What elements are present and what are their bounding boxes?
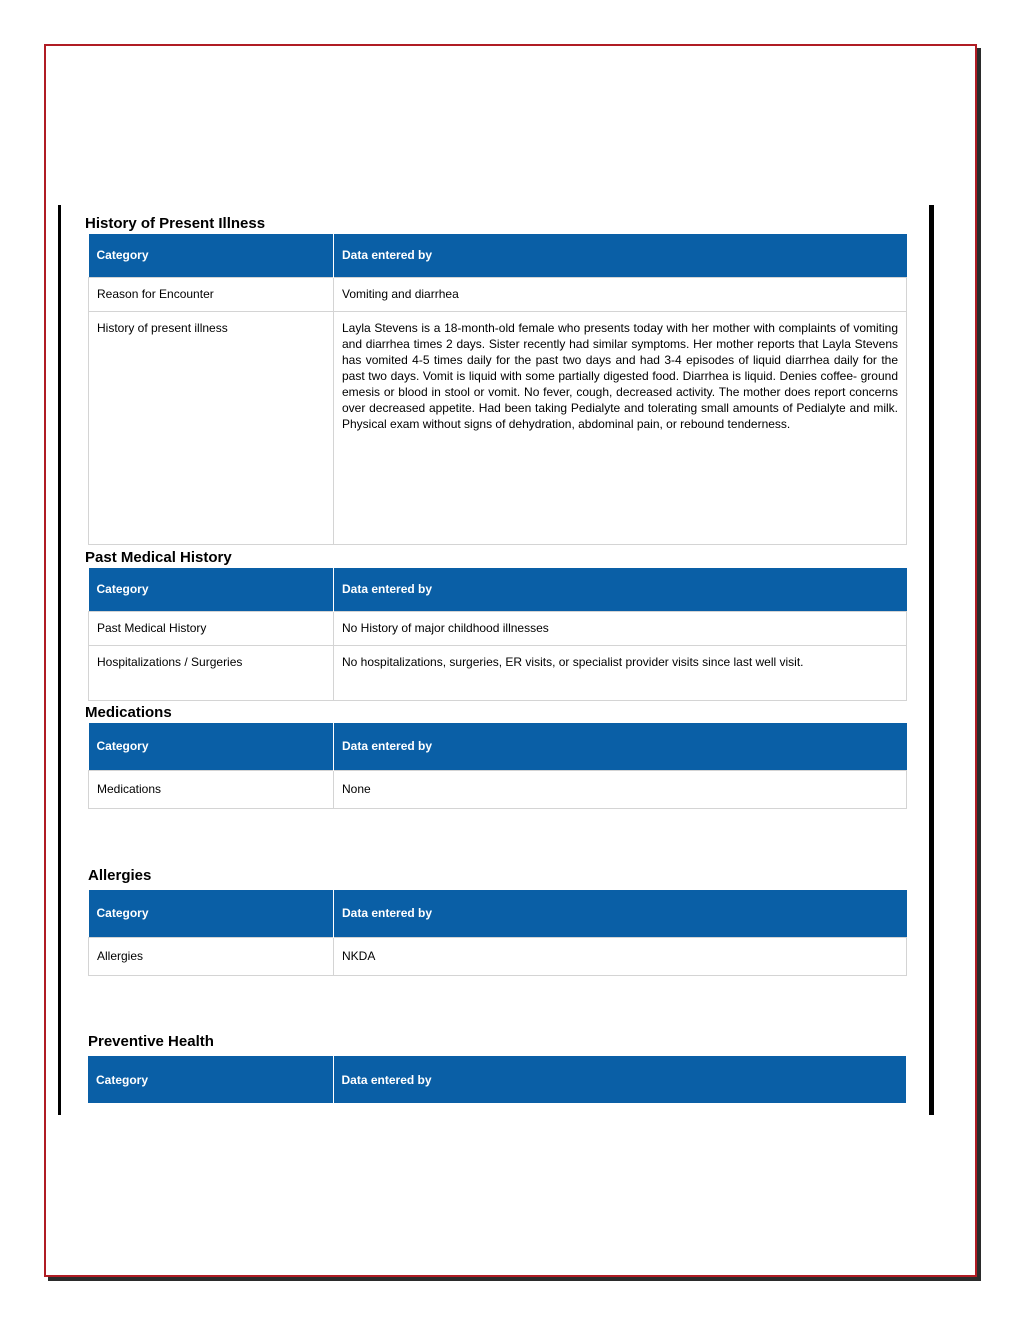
medications-table [88, 723, 907, 809]
table-row [89, 645, 907, 700]
column-header-data: Data entered by [333, 1056, 906, 1103]
row-value: No hospitalizations, surgeries, ER visits, or specialist provider visits since last well visit. [334, 645, 907, 700]
column-header-category: Category [89, 234, 334, 277]
table-row [89, 770, 907, 808]
table-header-row [89, 723, 907, 770]
row-category: Reason for Encounter [89, 277, 334, 311]
section-medications [85, 703, 906, 809]
column-header-data: Data entered by [334, 568, 907, 611]
row-value: NKDA [334, 937, 907, 975]
row-category: History of present illness [89, 311, 334, 544]
section-title: Preventive Health [88, 1033, 214, 1050]
row-category: Hospitalizations / Surgeries [89, 645, 334, 700]
column-header-category: Category [89, 568, 334, 611]
row-category: Past Medical History [89, 611, 334, 645]
preventive-health-table [88, 1056, 906, 1103]
section-preventive-health [85, 1032, 906, 1103]
table-header-row [89, 890, 907, 937]
section-title: Past Medical History [85, 549, 232, 566]
table-header-row [89, 234, 907, 277]
table-row [89, 937, 907, 975]
column-header-data: Data entered by [334, 234, 907, 277]
table-header-row [88, 1056, 906, 1103]
section-title: Allergies [88, 867, 152, 884]
table-row [89, 311, 907, 544]
right-margin-rule [929, 205, 934, 1115]
allergies-table [88, 890, 907, 976]
row-value-narrative: Layla Stevens is a 18-month-old female who presents today with her mother with complaints of vomiting and diarrhea times 2 days. Sister recently had similar symptoms. Her mother reports that Layla Stevens has vomited 4-5 times daily for the past two days and had 3-4 episodes of liquid diarrhea daily for the past two days. Vomit is liquid with some partially digested food. Diarrhea is liquid. Denies coffee- ground emesis or blood in stool or vomit. No fever, cough, decreased activity. The mother does report concerns over decreased appetite. Had been taking Pedialyte and tolerating small amounts of Pedialyte and milk. Physical exam without signs of dehydration, abdominal pain, or rebound tenderness. [334, 311, 907, 544]
column-header-category: Category [88, 1056, 333, 1103]
row-value: None [334, 770, 907, 808]
pmh-table [88, 568, 907, 701]
table-row [89, 611, 907, 645]
section-title: History of Present Illness [85, 215, 266, 232]
column-header-category: Category [89, 890, 334, 937]
left-margin-rule [58, 205, 61, 1115]
column-header-data: Data entered by [334, 890, 907, 937]
section-past-medical-history [85, 548, 906, 701]
section-allergies [85, 866, 906, 976]
row-value: Vomiting and diarrhea [334, 277, 907, 311]
column-header-data: Data entered by [334, 723, 907, 770]
row-category: Allergies [89, 937, 334, 975]
section-title: Medications [85, 704, 172, 721]
column-header-category: Category [89, 723, 334, 770]
row-value: No History of major childhood illnesses [334, 611, 907, 645]
hpi-table [88, 234, 907, 545]
section-history-present-illness [85, 214, 906, 545]
row-category: Medications [89, 770, 334, 808]
table-row [89, 277, 907, 311]
table-header-row [89, 568, 907, 611]
